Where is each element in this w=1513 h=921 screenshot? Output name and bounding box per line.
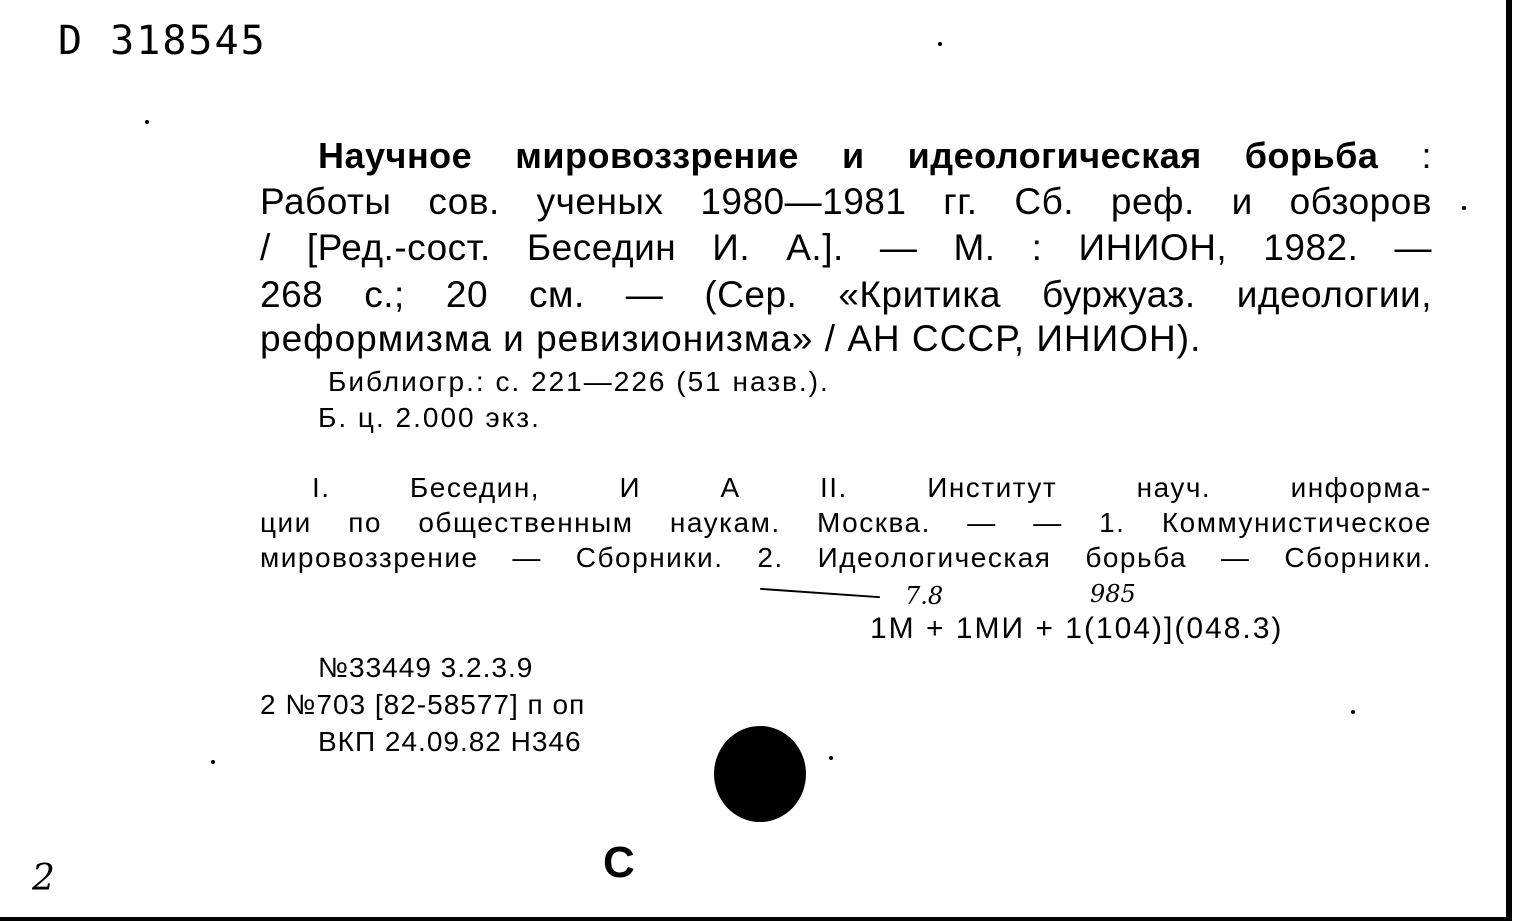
punch-hole xyxy=(714,726,806,822)
description-line-2: / [Ред.-сост. Беседин И. А.]. — М. : ИНИОН, 1982. — xyxy=(260,227,1432,268)
speck xyxy=(829,756,833,760)
speck xyxy=(145,120,149,124)
handwritten-note-a: 7.8 xyxy=(905,582,944,610)
bibliography-note: Библиогр.: с. 221—226 (51 назв.). xyxy=(328,366,830,397)
tracing-line-1: I. Беседин, И А II. Институт науч. информа- xyxy=(312,472,1432,503)
order-number: 2 №703 [82-58577] п оп xyxy=(260,689,586,720)
description-line-1: Работы сов. ученых 1980—1981 гг. Сб. реф. и обзоров xyxy=(260,181,1432,222)
speck xyxy=(938,42,942,46)
tracing-line-2: ции по общественным наукам. Москва. — — 1. Коммунистическое xyxy=(260,507,1432,538)
speck xyxy=(1462,206,1466,210)
classification-index: 1М + 1МИ + 1(104)](048.3) xyxy=(870,612,1284,645)
title-separator: : xyxy=(1421,135,1432,176)
call-number: D 318545 xyxy=(58,18,267,64)
tracing-line-3: мировоззрение — Сборники. 2. Идеологическая борьба — Сборники. xyxy=(260,542,1432,573)
handwritten-note-b: 985 xyxy=(1090,580,1136,608)
speck xyxy=(211,760,215,764)
book-title: Научное мировоззрение и идеологическая борьба xyxy=(318,135,1379,176)
description-line-4: реформизма и ревизионизма» / АН СССР, ИНИОН). xyxy=(260,318,1202,359)
price-print-run: Б. ц. 2.000 экз. xyxy=(318,402,541,433)
stamp-letter: С xyxy=(603,838,635,887)
record-number: №33449 3.2.3.9 xyxy=(318,652,534,683)
description-line-3: 268 с.; 20 см. — (Сер. «Критика буржуаз. идеологии, xyxy=(260,274,1432,315)
title-line xyxy=(318,135,1432,177)
speck xyxy=(1351,710,1355,714)
chamber-stamp: ВКП 24.09.82 Н346 xyxy=(318,726,582,757)
handwritten-stroke xyxy=(760,588,880,598)
handwritten-side-number: 2 xyxy=(32,858,55,899)
